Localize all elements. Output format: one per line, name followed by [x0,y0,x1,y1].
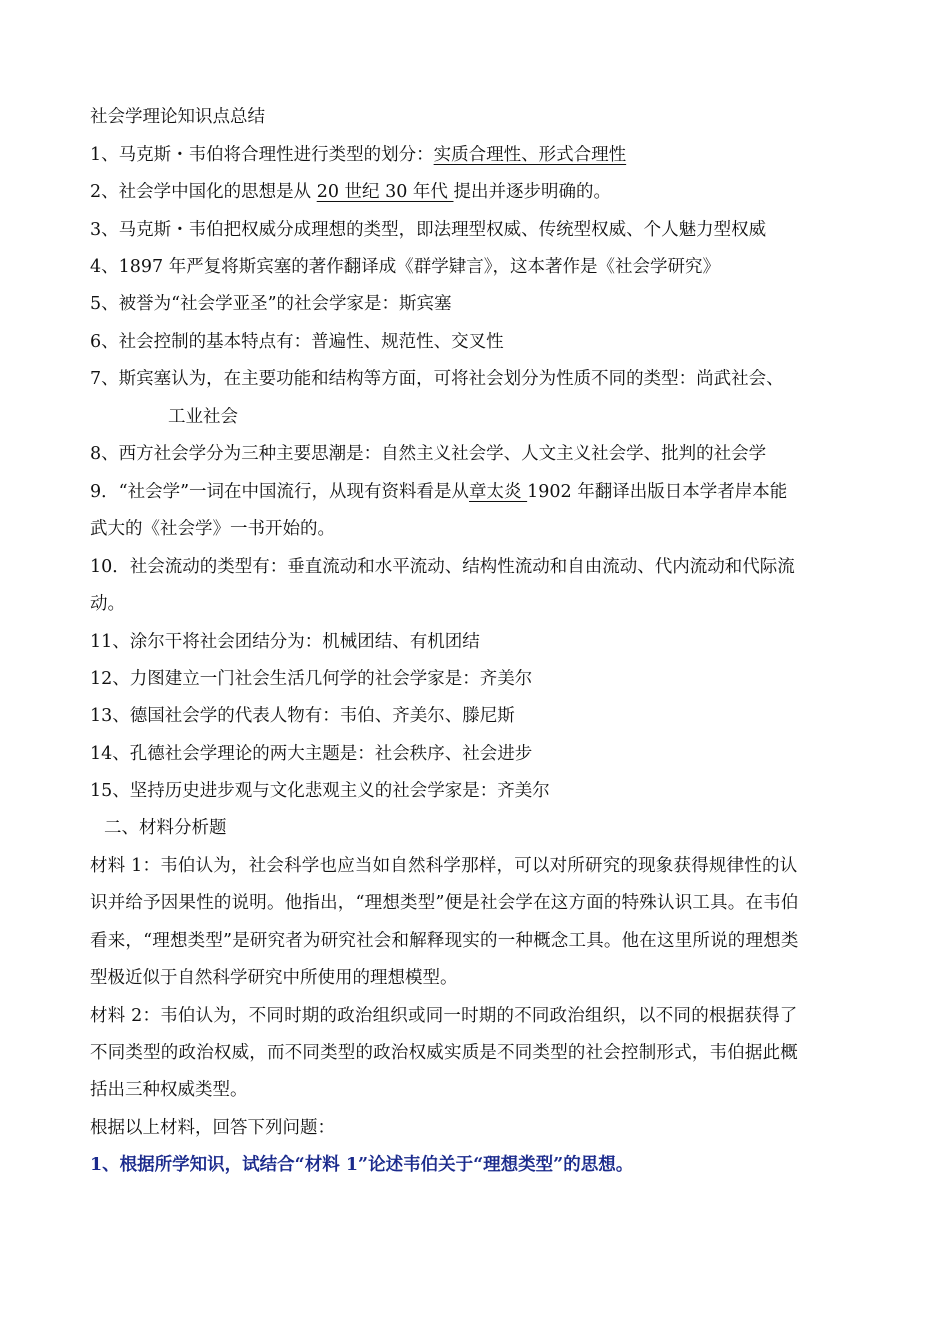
question-1: 1、根据所学知识，试结合“材料 1”论述韦伯关于“理想类型”的思想。 [90,1155,634,1175]
item-9-answer: 章太炎 [469,482,528,502]
document-title: 社会学理论知识点总结 [90,107,265,127]
material-2-line-1: 材料 2：韦伯认为，不同时期的政治组织或同一时期的不同政治组织，以不同的根据获得了 [90,1006,798,1026]
item-6: 6、社会控制的基本特点有：普遍性、规范性、交叉性 [90,332,504,352]
material-1-line-3: 看来，“理想类型”是研究者为研究社会和解释现实的一种概念工具。他在这里所说的理想类 [90,931,799,951]
item-7-line-1: 7、斯宾塞认为，在主要功能和结构等方面，可将社会划分为性质不同的类型：尚武社会、 [90,369,784,389]
item-2 [90,180,611,204]
item-14: 14、孔德社会学理论的两大主题是：社会秩序、社会进步 [90,744,533,764]
item-9-question: 9．“社会学”一词在中国流行，从现有资料看是从 [90,482,470,502]
material-2-line-2: 不同类型的政治权威，而不同类型的政治权威实质是不同类型的社会控制形式，韦伯据此概 [90,1043,798,1063]
item-1-question: 1、马克斯・韦伯将合理性进行类型的划分： [90,145,434,165]
item-2-answer: 20 世纪 30 年代 [316,182,454,202]
item-10-line-1: 10．社会流动的类型有：垂直流动和水平流动、结构性流动和自由流动、代内流动和代际流 [90,557,795,577]
section-heading: 二、材料分析题 [104,818,227,838]
item-11: 11、涂尔干将社会团结分为：机械团结、有机团结 [90,632,480,652]
item-13: 13、德国社会学的代表人物有：韦伯、齐美尔、滕尼斯 [90,706,515,726]
item-4: 4、1897 年严复将斯宾塞的著作翻译成《群学肄言》，这本著作是《社会学研究》 [90,257,720,277]
material-2-line-3: 括出三种权威类型。 [90,1080,248,1100]
item-2-rest: 提出并逐步明确的。 [453,182,611,202]
item-9-rest: 1902 年翻译出版日本学者岸本能 [527,482,788,502]
item-8: 8、西方社会学分为三种主要思潮是：自然主义社会学、人文主义社会学、批判的社会学 [90,444,767,464]
item-1 [90,143,626,167]
material-1-line-4: 型极近似于自然科学研究中所使用的理想模型。 [90,968,458,988]
item-3: 3、马克斯・韦伯把权威分成理想的类型，即法理型权威、传统型权威、个人魅力型权威 [90,220,767,240]
material-1-line-2: 识并给予因果性的说明。他指出，“理想类型”便是社会学在这方面的特殊认识工具。在韦伯 [90,893,799,913]
questions-prompt: 根据以上材料，回答下列问题： [90,1118,335,1138]
item-2-question: 2、社会学中国化的思想是从 [90,182,317,202]
item-15: 15、坚持历史进步观与文化悲观主义的社会学家是：齐美尔 [90,781,550,801]
item-7-line-2: 工业社会 [168,407,238,427]
item-9-line-2: 武大的《社会学》一书开始的。 [90,519,335,539]
material-1-line-1: 材料 1：韦伯认为，社会科学也应当如自然科学那样，可以对所研究的现象获得规律性的认 [90,856,798,876]
item-1-answer: 实质合理性、形式合理性 [433,145,627,165]
item-9-line-1 [90,480,787,504]
item-10-line-2: 动。 [90,594,125,614]
item-12: 12、力图建立一门社会生活几何学的社会学家是：齐美尔 [90,669,533,689]
item-5: 5、被誉为“社会学亚圣”的社会学家是：斯宾塞 [90,294,452,314]
